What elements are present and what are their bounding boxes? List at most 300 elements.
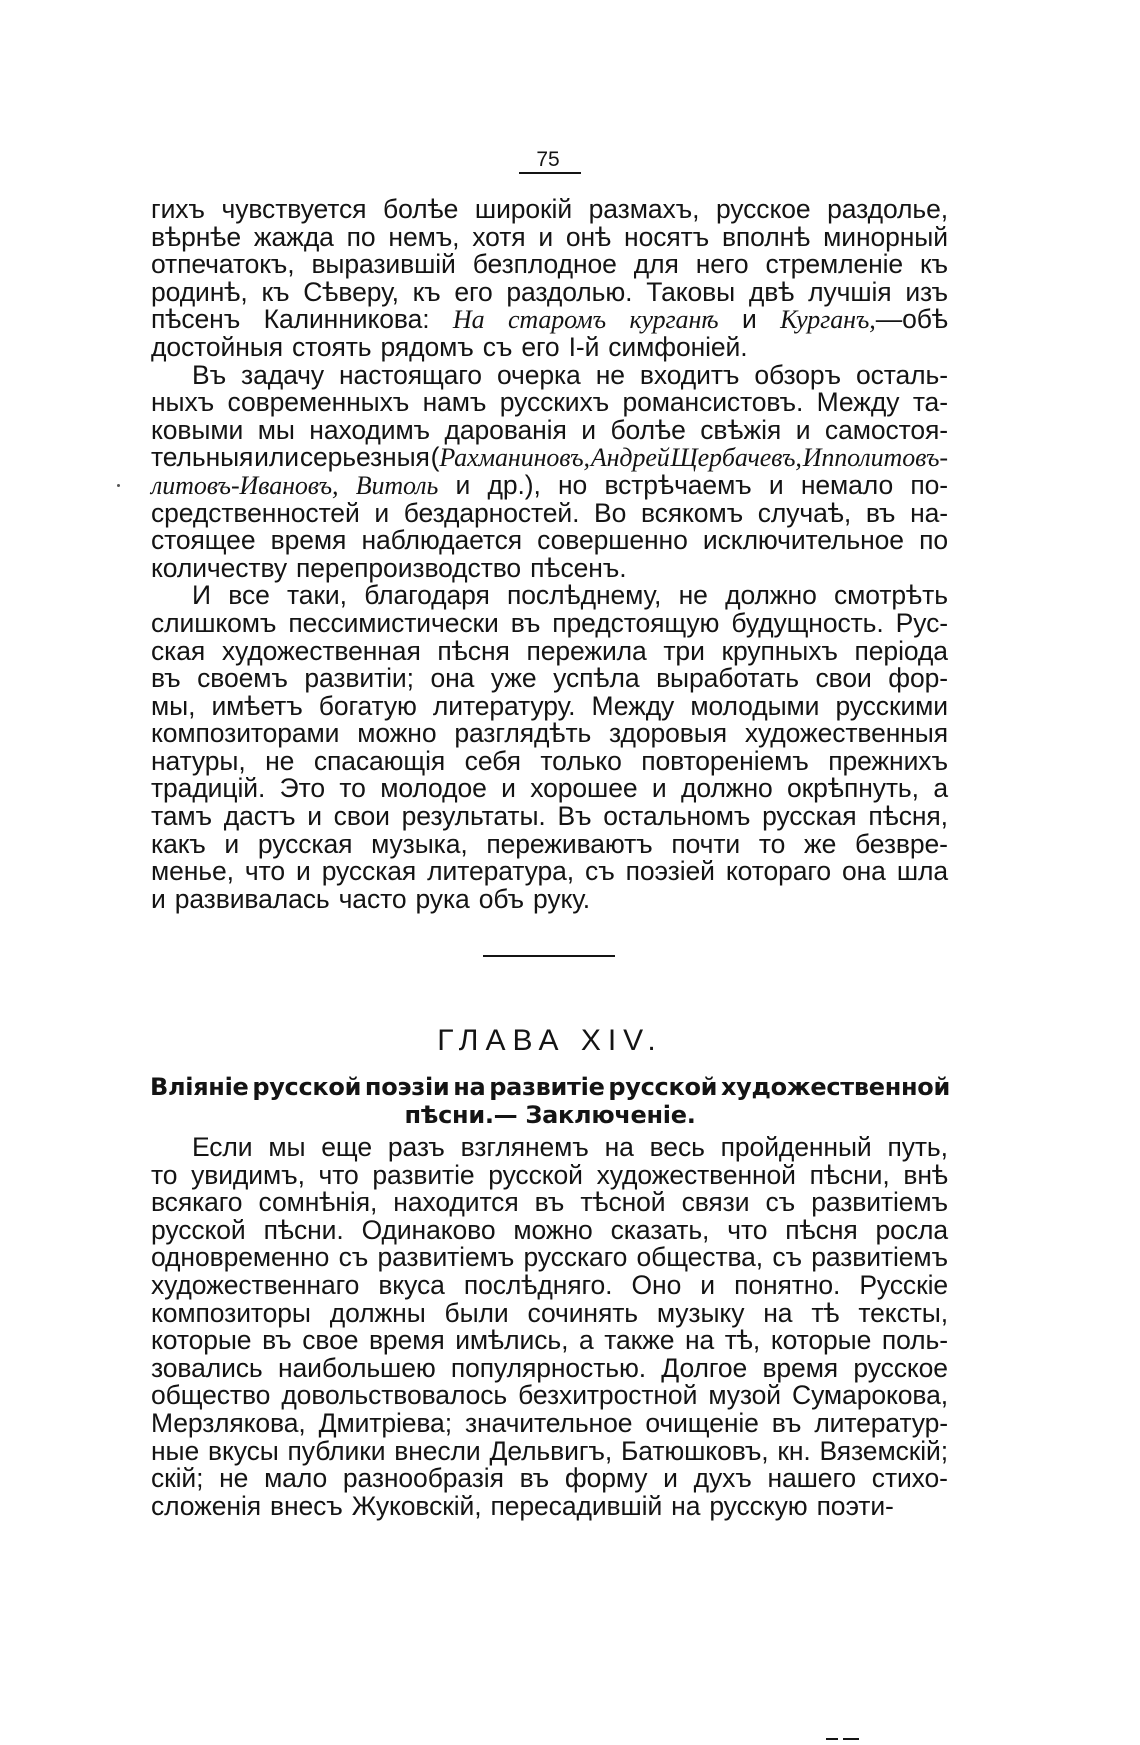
word: себя xyxy=(464,745,521,776)
word: пережила xyxy=(526,635,647,666)
word: и xyxy=(768,469,784,500)
page-number-underline xyxy=(519,172,581,174)
word: Въ xyxy=(192,359,227,390)
word: на xyxy=(604,1132,634,1162)
word: объ xyxy=(478,883,524,914)
word: всякомъ xyxy=(640,497,744,528)
text-line xyxy=(151,1327,948,1355)
word: I-й xyxy=(568,331,600,362)
word: и xyxy=(224,828,240,859)
word: только xyxy=(540,745,622,776)
word: раздолью. xyxy=(506,276,633,307)
text-line xyxy=(151,196,948,224)
word: очищеніе xyxy=(645,1407,759,1438)
text-block-chapter xyxy=(151,1134,948,1520)
word: немало xyxy=(800,469,894,500)
word: сложенія xyxy=(151,1490,261,1521)
word: тѣ, xyxy=(724,1325,761,1356)
word: взглянемъ xyxy=(460,1132,589,1162)
word: на- xyxy=(910,497,948,528)
word: пѣсни. xyxy=(263,1214,344,1245)
word: или xyxy=(254,442,299,473)
text-line xyxy=(151,1382,948,1410)
word: можно xyxy=(357,718,437,749)
word: перепроизводство xyxy=(296,552,522,583)
word: мы xyxy=(257,414,295,445)
word: но xyxy=(558,469,588,500)
word: вкуса xyxy=(378,1269,445,1300)
subtitle-word: Вліяніе xyxy=(150,1073,249,1101)
word: пѣсня xyxy=(785,1214,858,1245)
word: чувствуется xyxy=(221,194,367,224)
word: разъ xyxy=(387,1132,445,1162)
word: публики xyxy=(287,1435,386,1466)
word: пѣсни, xyxy=(809,1159,890,1190)
word: развитіе xyxy=(372,1159,475,1190)
word: все xyxy=(228,580,270,611)
subtitle-word: на xyxy=(453,1073,486,1101)
page-number: 75 xyxy=(536,148,560,171)
word: исключительное xyxy=(702,525,904,556)
word: понятно. xyxy=(734,1269,841,1300)
word: были xyxy=(444,1297,509,1328)
word: Сумарокова, xyxy=(792,1380,948,1411)
word: (Рахманиновъ, xyxy=(430,442,590,473)
word: очерка xyxy=(496,359,581,390)
word: шла xyxy=(896,856,948,887)
text-line xyxy=(151,1159,948,1190)
word: должно xyxy=(681,773,773,804)
word: должны xyxy=(329,1297,426,1328)
word: и xyxy=(374,497,390,528)
word: находимъ xyxy=(309,414,431,445)
margin-speck xyxy=(117,484,120,487)
word: еще xyxy=(321,1132,372,1162)
word: будущность. xyxy=(731,607,884,638)
word: съ xyxy=(765,1187,796,1218)
word: кн. xyxy=(777,1435,811,1466)
word: развитіемъ xyxy=(811,1187,948,1218)
word: Если xyxy=(192,1132,253,1162)
word: раздолье, xyxy=(827,194,948,224)
word: композиторы xyxy=(151,1297,311,1328)
word: а xyxy=(578,1325,594,1356)
word: выработать xyxy=(656,663,799,694)
word: та- xyxy=(912,387,948,418)
text-line xyxy=(151,775,948,803)
word: русская xyxy=(762,801,857,832)
word: онѣ xyxy=(565,221,612,252)
word: художественной xyxy=(596,1159,796,1190)
word: сказать, xyxy=(610,1214,710,1245)
word: русское xyxy=(715,194,811,224)
text-line xyxy=(151,1465,948,1493)
word: имѣетъ xyxy=(211,690,303,721)
word: Жуковскій, xyxy=(351,1490,482,1521)
word: пѣсенъ. xyxy=(530,552,627,583)
word: симфоніей. xyxy=(608,331,748,362)
word: и xyxy=(151,883,166,914)
word: тѣсной xyxy=(580,1187,666,1218)
word: результаты. xyxy=(401,801,546,832)
word: время xyxy=(762,1352,839,1383)
word: стоять xyxy=(291,331,372,362)
word: рядомъ xyxy=(380,331,474,362)
word: совершенно xyxy=(537,525,688,556)
word: изъ xyxy=(905,276,948,307)
word: въ xyxy=(151,663,181,694)
word: стихо- xyxy=(871,1463,948,1494)
word: средственностей xyxy=(151,497,360,528)
word: его xyxy=(454,276,493,307)
text-line xyxy=(151,1189,948,1217)
word: нашего xyxy=(767,1463,857,1494)
word: то xyxy=(339,773,366,804)
text-line xyxy=(151,444,948,472)
word: безхитростной xyxy=(518,1380,698,1411)
text-line xyxy=(151,552,948,583)
word: русская xyxy=(321,856,417,887)
word: а xyxy=(933,773,948,804)
word: двѣ xyxy=(748,276,795,307)
word: художественнаго xyxy=(151,1269,360,1300)
word: духъ xyxy=(693,1463,752,1494)
word: выразившій xyxy=(311,249,456,280)
text-line xyxy=(151,251,948,279)
word: она xyxy=(430,663,475,694)
word: общество xyxy=(151,1380,271,1411)
word: въ xyxy=(262,1325,292,1356)
word: дарованія xyxy=(444,414,567,445)
word: внѣ xyxy=(903,1159,948,1190)
word: безплодное xyxy=(472,249,617,280)
word: развивалась xyxy=(174,883,330,914)
text-line xyxy=(151,803,948,831)
word: не xyxy=(595,359,625,390)
word: остальномъ xyxy=(603,801,751,832)
word: тѣ xyxy=(811,1297,840,1328)
word: Во xyxy=(594,497,627,528)
word: свое xyxy=(302,1325,359,1356)
word: популярностью. xyxy=(450,1352,646,1383)
word: случаѣ, xyxy=(757,497,852,528)
word: и xyxy=(700,1269,715,1300)
word: Андрей xyxy=(590,443,670,473)
text-line xyxy=(151,359,948,390)
word: къ xyxy=(412,276,441,307)
word: и xyxy=(296,856,311,887)
chapter-subtitle xyxy=(150,1073,950,1129)
text-line xyxy=(151,665,948,693)
word: Батюшковъ, xyxy=(620,1435,769,1466)
word: дастъ xyxy=(223,801,296,832)
word: традицій. xyxy=(151,773,266,804)
word: въ xyxy=(510,607,541,638)
word: что xyxy=(244,856,285,887)
text-line xyxy=(151,1269,948,1300)
subtitle-word: русской xyxy=(608,1073,718,1101)
word: и xyxy=(538,221,554,252)
word: немъ, xyxy=(388,221,460,252)
word: и xyxy=(663,1463,678,1494)
word: намъ xyxy=(422,387,487,418)
subtitle-word: художественной xyxy=(720,1073,950,1101)
word: развитіемъ xyxy=(811,1242,948,1273)
word: родинѣ, xyxy=(151,276,248,307)
word: разнообразія xyxy=(342,1463,504,1494)
word: скій; xyxy=(151,1463,204,1494)
word: осталь- xyxy=(855,359,948,390)
word: Щербачевъ, xyxy=(670,443,802,473)
word: переживаютъ xyxy=(486,828,653,859)
word: свои xyxy=(815,663,872,694)
word: курганѣ xyxy=(629,305,719,335)
word: общества, xyxy=(636,1242,764,1273)
word: одновременно xyxy=(151,1242,330,1273)
word: же xyxy=(804,828,837,859)
word: широкій xyxy=(474,194,573,224)
word: путь, xyxy=(887,1132,948,1162)
text-line xyxy=(151,720,948,748)
word: внесли xyxy=(394,1435,481,1466)
word: съ xyxy=(772,1242,802,1273)
word: ская xyxy=(151,635,206,666)
word: мы, xyxy=(151,690,196,721)
word: Таковы xyxy=(646,276,736,307)
word: поэзіей xyxy=(625,856,715,887)
word: гихъ xyxy=(151,194,205,224)
word: время xyxy=(270,525,347,556)
word: вполнѣ xyxy=(721,221,811,252)
word: въ xyxy=(519,1463,550,1494)
word: по xyxy=(346,221,376,252)
paragraph xyxy=(151,359,948,583)
word: задачу xyxy=(241,359,325,390)
footer-marks xyxy=(826,1727,866,1729)
word: молодое xyxy=(380,773,487,804)
word: русскихъ xyxy=(499,387,610,418)
text-line xyxy=(151,1297,948,1328)
word: росла xyxy=(875,1214,948,1245)
word: стремленіе xyxy=(765,249,904,280)
word: Мерзлякова, xyxy=(151,1407,306,1438)
word: развитіемъ xyxy=(377,1242,515,1273)
word: таки, xyxy=(287,580,347,611)
text-line xyxy=(151,276,948,307)
word: значительное xyxy=(464,1407,633,1438)
word: современныхъ xyxy=(227,387,410,418)
word: спасающія xyxy=(313,745,446,776)
word: настоящаго xyxy=(339,359,482,390)
word: можно xyxy=(513,1214,593,1245)
word: сомнѣнія, xyxy=(258,1187,378,1218)
word: она xyxy=(842,856,886,887)
word: вкусы xyxy=(207,1435,279,1466)
word: которые xyxy=(770,1325,872,1356)
word: всякаго xyxy=(151,1187,243,1218)
word: тамъ xyxy=(151,801,212,832)
word: носятъ xyxy=(624,221,710,252)
word: болѣе xyxy=(383,194,459,224)
word: пересадившій xyxy=(490,1490,663,1521)
text-line xyxy=(151,635,948,666)
word: ные xyxy=(151,1435,200,1466)
word: обзоръ xyxy=(754,359,841,390)
word: др.), xyxy=(487,469,541,500)
text-line xyxy=(151,1352,948,1383)
word: періода xyxy=(854,635,948,666)
word: входитъ xyxy=(639,359,740,390)
word: него xyxy=(695,249,749,280)
text-line xyxy=(151,1134,948,1162)
word: крупныхъ xyxy=(721,635,838,666)
word: какъ xyxy=(151,828,206,859)
word: съ xyxy=(338,1242,369,1273)
word: и xyxy=(651,773,667,804)
word: увидимъ, xyxy=(191,1159,305,1190)
word: предстоящую xyxy=(552,607,720,638)
word: повтореніемъ xyxy=(641,745,809,776)
word: его xyxy=(521,331,560,362)
word: богатую xyxy=(318,690,417,721)
word: художественная xyxy=(221,635,421,666)
word: руку. xyxy=(533,883,591,914)
word: натуры, xyxy=(151,745,246,776)
word: Русскіе xyxy=(859,1269,948,1300)
text-block-before-chapter xyxy=(151,196,948,913)
word: наблюдается xyxy=(361,525,522,556)
text-line xyxy=(151,1407,948,1438)
word: три xyxy=(663,635,705,666)
word: Калинникова: xyxy=(263,304,430,335)
word: имѣлись, xyxy=(455,1325,569,1356)
word: жажда xyxy=(253,221,334,252)
text-line xyxy=(151,331,948,362)
word: въ xyxy=(771,1407,802,1438)
word: литератур- xyxy=(814,1407,948,1438)
word: На xyxy=(452,305,485,335)
text-line xyxy=(151,582,948,610)
paragraph xyxy=(151,582,948,913)
word: свои xyxy=(333,801,390,832)
word: хотя xyxy=(472,221,526,252)
word: на xyxy=(763,1297,793,1328)
word: Рус- xyxy=(895,607,948,638)
subtitle-word: развитіе xyxy=(489,1073,605,1101)
word: здоровыя xyxy=(609,718,727,749)
word: мало xyxy=(264,1463,328,1494)
word: почти xyxy=(671,828,741,859)
word: поэти- xyxy=(816,1490,894,1521)
word: Оно xyxy=(631,1269,682,1300)
paragraph xyxy=(151,196,948,362)
text-line xyxy=(151,828,948,859)
word: Витоль xyxy=(355,470,439,500)
chapter-heading: ГЛАВА XIV. xyxy=(437,1024,663,1057)
word: Одинаково xyxy=(361,1214,496,1245)
chapter-subtitle-line-2: пѣсни.— Заключеніе. xyxy=(404,1101,696,1129)
word: довольствовалось xyxy=(281,1380,508,1411)
text-line xyxy=(151,883,948,914)
word: Въ xyxy=(557,801,592,832)
word: разглядѣть xyxy=(454,718,592,749)
word: на xyxy=(671,1490,701,1521)
word: по- xyxy=(910,469,948,500)
word: литература, xyxy=(427,856,575,887)
word: стоящее xyxy=(151,525,256,556)
text-line xyxy=(151,1244,948,1272)
word: и xyxy=(455,469,471,500)
paragraph xyxy=(151,1134,948,1520)
word: свѣжія xyxy=(700,414,782,445)
text-line xyxy=(151,1435,948,1466)
word: развитіи; xyxy=(304,663,414,694)
word: русской xyxy=(488,1159,583,1190)
word: размахъ, xyxy=(588,194,700,224)
word: для xyxy=(633,249,679,280)
word: романсистовъ. xyxy=(622,387,804,418)
word: также xyxy=(604,1325,675,1356)
word: Долгое xyxy=(661,1352,748,1383)
word: и xyxy=(501,773,516,804)
word: не xyxy=(678,580,708,611)
word: ковыми xyxy=(151,414,244,445)
word: минорный xyxy=(823,221,948,252)
word: количеству xyxy=(151,552,287,583)
text-line xyxy=(151,1214,948,1245)
word: благодаря xyxy=(364,580,490,611)
word: пѣсенъ xyxy=(151,304,241,335)
word: и xyxy=(795,414,811,445)
word: композиторами xyxy=(151,718,340,749)
word: зовались xyxy=(151,1352,263,1383)
word: то xyxy=(151,1159,178,1190)
text-line xyxy=(151,306,948,334)
word: котораго xyxy=(725,856,831,887)
word: въ xyxy=(534,1187,565,1218)
word: Ипполитовъ- xyxy=(802,443,948,473)
word: часто xyxy=(338,883,407,914)
word: русской xyxy=(151,1214,246,1245)
word: весь xyxy=(649,1132,705,1162)
word: менье, xyxy=(151,856,234,887)
word: русское xyxy=(853,1352,948,1383)
text-line xyxy=(151,858,948,886)
text-line xyxy=(151,745,948,776)
word: поль- xyxy=(881,1325,948,1356)
word: бездарностей. xyxy=(403,497,580,528)
word: на xyxy=(684,1325,715,1356)
word: ныхъ xyxy=(151,387,215,418)
text-line xyxy=(151,469,948,500)
word: наибольшею xyxy=(277,1352,436,1383)
word: по xyxy=(919,525,948,556)
word: лучшія xyxy=(808,276,892,307)
word: время xyxy=(368,1325,445,1356)
word: пѣсня, xyxy=(868,801,948,832)
text-line xyxy=(151,527,948,555)
word: къ xyxy=(920,249,948,280)
word: въ xyxy=(865,497,896,528)
word: то xyxy=(758,828,786,859)
word: внесъ xyxy=(270,1490,343,1521)
word: болѣе xyxy=(610,414,686,445)
word: пѣсня xyxy=(437,635,510,666)
text-line xyxy=(151,1490,948,1521)
word: слишкомъ xyxy=(151,607,277,638)
word: смотрѣть xyxy=(834,580,948,611)
word: русскаго xyxy=(523,1242,628,1273)
